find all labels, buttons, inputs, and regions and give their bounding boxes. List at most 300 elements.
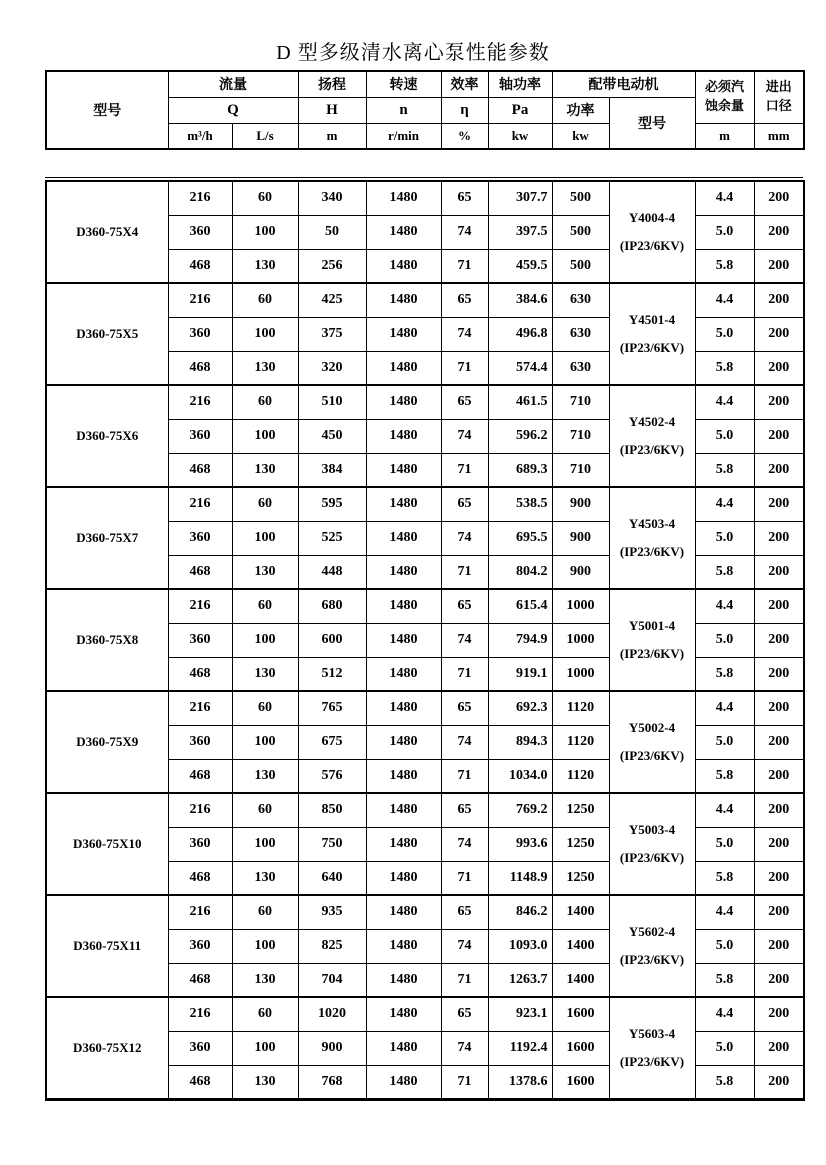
port-cell: 200 bbox=[754, 657, 804, 691]
port-cell: 200 bbox=[754, 521, 804, 555]
speed-cell: 1480 bbox=[366, 759, 441, 793]
shaft-power-cell: 1192.4 bbox=[488, 1031, 552, 1065]
speed-cell: 1480 bbox=[366, 963, 441, 997]
npsh-cell: 4.4 bbox=[695, 283, 754, 317]
motor-model-text: Y4502-4 bbox=[628, 414, 676, 430]
port-cell: 200 bbox=[754, 997, 804, 1031]
motor-protection-text: (IP23/6KV) bbox=[619, 1053, 685, 1069]
port-cell: 200 bbox=[754, 351, 804, 385]
npsh-cell: 5.8 bbox=[695, 351, 754, 385]
port-cell: 200 bbox=[754, 759, 804, 793]
npsh-cell: 5.8 bbox=[695, 861, 754, 895]
flow-m3h-cell: 216 bbox=[168, 283, 232, 317]
shaft-power-cell: 993.6 bbox=[488, 827, 552, 861]
speed-cell: 1480 bbox=[366, 249, 441, 283]
npsh-cell: 5.8 bbox=[695, 249, 754, 283]
speed-cell: 1480 bbox=[366, 215, 441, 249]
port-label-line1: 进出 bbox=[765, 79, 792, 95]
flow-ls-cell: 100 bbox=[232, 521, 298, 555]
speed-cell: 1480 bbox=[366, 861, 441, 895]
shaft-power-cell: 384.6 bbox=[488, 283, 552, 317]
flow-m3h-cell: 360 bbox=[168, 215, 232, 249]
shaft-power-unit: kw bbox=[488, 123, 552, 149]
flow-m3h-cell: 216 bbox=[168, 385, 232, 419]
flow-m3h-cell: 360 bbox=[168, 419, 232, 453]
shaft-power-cell: 496.8 bbox=[488, 317, 552, 351]
speed-cell: 1480 bbox=[366, 657, 441, 691]
flow-ls-cell: 130 bbox=[232, 1065, 298, 1099]
col-header-shaft-power: 轴功率 bbox=[488, 71, 552, 97]
head-cell: 448 bbox=[298, 555, 366, 589]
flow-m3h-cell: 468 bbox=[168, 453, 232, 487]
efficiency-cell: 65 bbox=[441, 385, 488, 419]
speed-cell: 1480 bbox=[366, 827, 441, 861]
shaft-power-cell: 769.2 bbox=[488, 793, 552, 827]
flow-ls-cell: 130 bbox=[232, 963, 298, 997]
head-cell: 425 bbox=[298, 283, 366, 317]
pump-model-cell: D360-75X4 bbox=[46, 181, 168, 283]
pump-model-cell: D360-75X6 bbox=[46, 385, 168, 487]
col-header-port bbox=[754, 71, 804, 123]
table-row bbox=[46, 997, 804, 1031]
port-cell: 200 bbox=[754, 419, 804, 453]
motor-model-text: Y5002-4 bbox=[628, 720, 676, 736]
flow-ls-cell: 100 bbox=[232, 929, 298, 963]
port-cell: 200 bbox=[754, 827, 804, 861]
shaft-power-cell: 804.2 bbox=[488, 555, 552, 589]
motor-power-cell: 630 bbox=[552, 351, 609, 385]
head-unit: m bbox=[298, 123, 366, 149]
flow-ls-cell: 100 bbox=[232, 215, 298, 249]
shaft-power-symbol: Pa bbox=[488, 97, 552, 123]
npsh-label-line2: 蚀余量 bbox=[704, 98, 744, 114]
flow-m3h-cell: 468 bbox=[168, 963, 232, 997]
speed-cell: 1480 bbox=[366, 555, 441, 589]
efficiency-cell: 65 bbox=[441, 283, 488, 317]
efficiency-cell: 74 bbox=[441, 521, 488, 555]
flow-ls-cell: 60 bbox=[232, 385, 298, 419]
flow-ls-cell: 100 bbox=[232, 419, 298, 453]
npsh-cell: 5.0 bbox=[695, 623, 754, 657]
flow-m3h-cell: 360 bbox=[168, 929, 232, 963]
efficiency-cell: 71 bbox=[441, 351, 488, 385]
head-cell: 765 bbox=[298, 691, 366, 725]
efficiency-cell: 74 bbox=[441, 215, 488, 249]
motor-power-cell: 900 bbox=[552, 521, 609, 555]
flow-m3h-cell: 360 bbox=[168, 317, 232, 351]
efficiency-cell: 71 bbox=[441, 963, 488, 997]
motor-power-cell: 500 bbox=[552, 215, 609, 249]
flow-m3h-cell: 360 bbox=[168, 827, 232, 861]
shaft-power-cell: 894.3 bbox=[488, 725, 552, 759]
motor-power-cell: 1600 bbox=[552, 1065, 609, 1099]
npsh-cell: 5.8 bbox=[695, 759, 754, 793]
motor-power-cell: 900 bbox=[552, 487, 609, 521]
head-cell: 935 bbox=[298, 895, 366, 929]
motor-model-text: Y5003-4 bbox=[628, 822, 676, 838]
npsh-cell: 4.4 bbox=[695, 589, 754, 623]
motor-power-cell: 710 bbox=[552, 419, 609, 453]
speed-cell: 1480 bbox=[366, 453, 441, 487]
motor-power-cell: 1000 bbox=[552, 657, 609, 691]
motor-protection-text: (IP23/6KV) bbox=[619, 646, 685, 661]
head-cell: 512 bbox=[298, 657, 366, 691]
head-cell: 525 bbox=[298, 521, 366, 555]
npsh-cell: 5.8 bbox=[695, 1065, 754, 1099]
efficiency-cell: 71 bbox=[441, 555, 488, 589]
shaft-power-cell: 538.5 bbox=[488, 487, 552, 521]
efficiency-cell: 74 bbox=[441, 827, 488, 861]
flow-ls-cell: 100 bbox=[232, 725, 298, 759]
flow-m3h-cell: 360 bbox=[168, 623, 232, 657]
speed-cell: 1480 bbox=[366, 181, 441, 215]
shaft-power-cell: 307.7 bbox=[488, 181, 552, 215]
col-header-flow: 流量 bbox=[168, 71, 298, 97]
shaft-power-cell: 923.1 bbox=[488, 997, 552, 1031]
motor-model-cell bbox=[609, 283, 695, 385]
head-cell: 600 bbox=[298, 623, 366, 657]
port-cell: 200 bbox=[754, 793, 804, 827]
head-cell: 768 bbox=[298, 1065, 366, 1099]
flow-m3h-cell: 216 bbox=[168, 181, 232, 215]
shaft-power-cell: 574.4 bbox=[488, 351, 552, 385]
efficiency-cell: 65 bbox=[441, 589, 488, 623]
npsh-cell: 5.0 bbox=[695, 1031, 754, 1065]
motor-power-cell: 710 bbox=[552, 385, 609, 419]
flow-unit-ls: L/s bbox=[232, 123, 298, 149]
motor-power-cell: 1250 bbox=[552, 793, 609, 827]
flow-m3h-cell: 360 bbox=[168, 1031, 232, 1065]
col-header-speed: 转速 bbox=[366, 71, 441, 97]
port-cell: 200 bbox=[754, 215, 804, 249]
flow-ls-cell: 130 bbox=[232, 351, 298, 385]
flow-ls-cell: 60 bbox=[232, 589, 298, 623]
efficiency-cell: 74 bbox=[441, 725, 488, 759]
table-row bbox=[46, 181, 804, 215]
col-header-motor: 配带电动机 bbox=[552, 71, 695, 97]
data-table bbox=[45, 180, 805, 1101]
head-cell: 50 bbox=[298, 215, 366, 249]
flow-m3h-cell: 360 bbox=[168, 725, 232, 759]
head-cell: 375 bbox=[298, 317, 366, 351]
efficiency-cell: 65 bbox=[441, 793, 488, 827]
npsh-cell: 5.0 bbox=[695, 929, 754, 963]
flow-ls-cell: 60 bbox=[232, 997, 298, 1031]
pump-model-cell: D360-75X7 bbox=[46, 487, 168, 589]
motor-power-cell: 630 bbox=[552, 283, 609, 317]
port-unit: mm bbox=[754, 123, 804, 149]
head-cell: 340 bbox=[298, 181, 366, 215]
efficiency-cell: 74 bbox=[441, 1031, 488, 1065]
npsh-unit: m bbox=[695, 123, 754, 149]
port-cell: 200 bbox=[754, 249, 804, 283]
efficiency-symbol: η bbox=[441, 97, 488, 123]
port-cell: 200 bbox=[754, 861, 804, 895]
flow-m3h-cell: 468 bbox=[168, 759, 232, 793]
efficiency-cell: 65 bbox=[441, 895, 488, 929]
npsh-cell: 4.4 bbox=[695, 487, 754, 521]
port-cell: 200 bbox=[754, 317, 804, 351]
motor-power-cell: 1000 bbox=[552, 623, 609, 657]
flow-ls-cell: 130 bbox=[232, 759, 298, 793]
efficiency-cell: 74 bbox=[441, 419, 488, 453]
motor-model-cell bbox=[609, 691, 695, 793]
motor-power-cell: 900 bbox=[552, 555, 609, 589]
motor-model-cell bbox=[609, 895, 695, 997]
page-title: D 型多级清水离心泵性能参数 bbox=[276, 42, 550, 64]
flow-m3h-cell: 216 bbox=[168, 997, 232, 1031]
flow-ls-cell: 60 bbox=[232, 895, 298, 929]
motor-protection-text: (IP23/6KV) bbox=[619, 952, 685, 967]
npsh-cell: 5.8 bbox=[695, 453, 754, 487]
head-cell: 750 bbox=[298, 827, 366, 861]
shaft-power-cell: 596.2 bbox=[488, 419, 552, 453]
port-cell: 200 bbox=[754, 1031, 804, 1065]
col-header-npsh bbox=[695, 71, 754, 123]
motor-model-cell bbox=[609, 487, 695, 589]
shaft-power-cell: 1093.0 bbox=[488, 929, 552, 963]
motor-model-text: Y5603-4 bbox=[628, 1026, 676, 1042]
port-cell: 200 bbox=[754, 555, 804, 589]
table-row bbox=[46, 283, 804, 317]
shaft-power-cell: 397.5 bbox=[488, 215, 552, 249]
motor-power-cell: 1400 bbox=[552, 963, 609, 997]
motor-model-label: 型号 bbox=[609, 97, 695, 149]
efficiency-cell: 74 bbox=[441, 929, 488, 963]
shaft-power-cell: 794.9 bbox=[488, 623, 552, 657]
speed-cell: 1480 bbox=[366, 487, 441, 521]
header-row-1 bbox=[46, 71, 804, 97]
head-cell: 256 bbox=[298, 249, 366, 283]
head-cell: 1020 bbox=[298, 997, 366, 1031]
shaft-power-cell: 615.4 bbox=[488, 589, 552, 623]
shaft-power-cell: 919.1 bbox=[488, 657, 552, 691]
table-row bbox=[46, 895, 804, 929]
efficiency-cell: 74 bbox=[441, 317, 488, 351]
shaft-power-cell: 461.5 bbox=[488, 385, 552, 419]
motor-power-cell: 1250 bbox=[552, 827, 609, 861]
flow-ls-cell: 130 bbox=[232, 555, 298, 589]
flow-ls-cell: 60 bbox=[232, 487, 298, 521]
motor-protection-text: (IP23/6KV) bbox=[619, 238, 685, 253]
flow-ls-cell: 100 bbox=[232, 317, 298, 351]
efficiency-cell: 65 bbox=[441, 487, 488, 521]
npsh-cell: 4.4 bbox=[695, 691, 754, 725]
npsh-cell: 5.0 bbox=[695, 419, 754, 453]
head-cell: 825 bbox=[298, 929, 366, 963]
flow-m3h-cell: 360 bbox=[168, 521, 232, 555]
head-cell: 576 bbox=[298, 759, 366, 793]
port-cell: 200 bbox=[754, 487, 804, 521]
npsh-cell: 5.0 bbox=[695, 215, 754, 249]
port-label-line2: 口径 bbox=[765, 98, 792, 114]
pump-model-cell: D360-75X5 bbox=[46, 283, 168, 385]
shaft-power-cell: 1148.9 bbox=[488, 861, 552, 895]
efficiency-cell: 71 bbox=[441, 657, 488, 691]
motor-power-cell: 1400 bbox=[552, 929, 609, 963]
flow-m3h-cell: 468 bbox=[168, 657, 232, 691]
efficiency-unit: % bbox=[441, 123, 488, 149]
speed-cell: 1480 bbox=[366, 589, 441, 623]
shaft-power-cell: 1034.0 bbox=[488, 759, 552, 793]
header-table bbox=[45, 70, 805, 150]
motor-model-text: Y5602-4 bbox=[628, 924, 676, 940]
motor-model-cell bbox=[609, 589, 695, 691]
efficiency-cell: 65 bbox=[441, 181, 488, 215]
head-cell: 384 bbox=[298, 453, 366, 487]
motor-power-label: 功率 bbox=[552, 97, 609, 123]
port-cell: 200 bbox=[754, 691, 804, 725]
port-cell: 200 bbox=[754, 1065, 804, 1099]
speed-cell: 1480 bbox=[366, 317, 441, 351]
speed-unit: r/min bbox=[366, 123, 441, 149]
speed-cell: 1480 bbox=[366, 691, 441, 725]
head-cell: 640 bbox=[298, 861, 366, 895]
col-header-head: 扬程 bbox=[298, 71, 366, 97]
motor-protection-text: (IP23/6KV) bbox=[619, 748, 685, 763]
motor-protection-text: (IP23/6KV) bbox=[619, 850, 685, 865]
npsh-cell: 5.8 bbox=[695, 657, 754, 691]
flow-ls-cell: 60 bbox=[232, 283, 298, 317]
motor-power-unit: kw bbox=[552, 123, 609, 149]
speed-cell: 1480 bbox=[366, 929, 441, 963]
shaft-power-cell: 692.3 bbox=[488, 691, 552, 725]
motor-protection-text: (IP23/6KV) bbox=[619, 442, 685, 457]
pump-table-body bbox=[46, 181, 804, 1099]
data-table-wrapper bbox=[45, 177, 803, 1101]
head-cell: 704 bbox=[298, 963, 366, 997]
motor-protection-text: (IP23/6KV) bbox=[619, 544, 685, 559]
speed-symbol: n bbox=[366, 97, 441, 123]
shaft-power-cell: 846.2 bbox=[488, 895, 552, 929]
speed-cell: 1480 bbox=[366, 895, 441, 929]
speed-cell: 1480 bbox=[366, 1065, 441, 1099]
port-cell: 200 bbox=[754, 283, 804, 317]
head-cell: 680 bbox=[298, 589, 366, 623]
speed-cell: 1480 bbox=[366, 997, 441, 1031]
flow-m3h-cell: 468 bbox=[168, 555, 232, 589]
pump-model-cell: D360-75X12 bbox=[46, 997, 168, 1099]
efficiency-cell: 71 bbox=[441, 861, 488, 895]
pump-model-cell: D360-75X9 bbox=[46, 691, 168, 793]
npsh-cell: 5.0 bbox=[695, 725, 754, 759]
motor-model-cell bbox=[609, 997, 695, 1099]
motor-power-cell: 630 bbox=[552, 317, 609, 351]
head-cell: 900 bbox=[298, 1031, 366, 1065]
flow-m3h-cell: 216 bbox=[168, 895, 232, 929]
flow-m3h-cell: 216 bbox=[168, 589, 232, 623]
npsh-cell: 4.4 bbox=[695, 385, 754, 419]
speed-cell: 1480 bbox=[366, 793, 441, 827]
port-cell: 200 bbox=[754, 895, 804, 929]
flow-ls-cell: 60 bbox=[232, 691, 298, 725]
motor-model-text: Y5001-4 bbox=[628, 618, 676, 634]
flow-m3h-cell: 468 bbox=[168, 249, 232, 283]
motor-model-cell bbox=[609, 181, 695, 283]
flow-ls-cell: 60 bbox=[232, 181, 298, 215]
table-row bbox=[46, 691, 804, 725]
motor-power-cell: 1250 bbox=[552, 861, 609, 895]
speed-cell: 1480 bbox=[366, 351, 441, 385]
table-row bbox=[46, 487, 804, 521]
head-cell: 450 bbox=[298, 419, 366, 453]
port-cell: 200 bbox=[754, 181, 804, 215]
head-cell: 595 bbox=[298, 487, 366, 521]
table-row bbox=[46, 793, 804, 827]
motor-power-cell: 1600 bbox=[552, 997, 609, 1031]
npsh-cell: 4.4 bbox=[695, 181, 754, 215]
motor-model-text: Y4501-4 bbox=[628, 312, 676, 328]
npsh-cell: 5.0 bbox=[695, 317, 754, 351]
flow-ls-cell: 100 bbox=[232, 827, 298, 861]
motor-model-text: Y4004-4 bbox=[628, 210, 676, 226]
flow-unit-m3h: m³/h bbox=[168, 123, 232, 149]
shaft-power-cell: 689.3 bbox=[488, 453, 552, 487]
col-header-model: 型号 bbox=[46, 71, 168, 149]
efficiency-cell: 71 bbox=[441, 249, 488, 283]
motor-power-cell: 1120 bbox=[552, 759, 609, 793]
head-cell: 510 bbox=[298, 385, 366, 419]
speed-cell: 1480 bbox=[366, 419, 441, 453]
flow-m3h-cell: 216 bbox=[168, 793, 232, 827]
head-cell: 675 bbox=[298, 725, 366, 759]
port-cell: 200 bbox=[754, 589, 804, 623]
npsh-label-line1: 必须汽 bbox=[704, 79, 744, 95]
shaft-power-cell: 1263.7 bbox=[488, 963, 552, 997]
shaft-power-cell: 1378.6 bbox=[488, 1065, 552, 1099]
flow-ls-cell: 100 bbox=[232, 623, 298, 657]
flow-m3h-cell: 468 bbox=[168, 351, 232, 385]
col-header-efficiency: 效率 bbox=[441, 71, 488, 97]
shaft-power-cell: 695.5 bbox=[488, 521, 552, 555]
speed-cell: 1480 bbox=[366, 385, 441, 419]
pump-model-cell: D360-75X8 bbox=[46, 589, 168, 691]
flow-ls-cell: 60 bbox=[232, 793, 298, 827]
motor-model-cell bbox=[609, 385, 695, 487]
head-cell: 320 bbox=[298, 351, 366, 385]
efficiency-cell: 71 bbox=[441, 1065, 488, 1099]
npsh-cell: 4.4 bbox=[695, 895, 754, 929]
flow-m3h-cell: 468 bbox=[168, 1065, 232, 1099]
npsh-cell: 4.4 bbox=[695, 997, 754, 1031]
speed-cell: 1480 bbox=[366, 521, 441, 555]
flow-m3h-cell: 216 bbox=[168, 487, 232, 521]
motor-power-cell: 500 bbox=[552, 249, 609, 283]
motor-model-text: Y4503-4 bbox=[628, 516, 676, 532]
efficiency-cell: 71 bbox=[441, 453, 488, 487]
port-cell: 200 bbox=[754, 385, 804, 419]
motor-model-cell bbox=[609, 793, 695, 895]
npsh-cell: 5.0 bbox=[695, 521, 754, 555]
pump-model-cell: D360-75X11 bbox=[46, 895, 168, 997]
pump-model-cell: D360-75X10 bbox=[46, 793, 168, 895]
flow-ls-cell: 130 bbox=[232, 657, 298, 691]
flow-m3h-cell: 216 bbox=[168, 691, 232, 725]
speed-cell: 1480 bbox=[366, 283, 441, 317]
flow-m3h-cell: 468 bbox=[168, 861, 232, 895]
npsh-cell: 5.0 bbox=[695, 827, 754, 861]
npsh-cell: 5.8 bbox=[695, 555, 754, 589]
flow-ls-cell: 100 bbox=[232, 1031, 298, 1065]
motor-power-cell: 1600 bbox=[552, 1031, 609, 1065]
motor-power-cell: 710 bbox=[552, 453, 609, 487]
motor-power-cell: 500 bbox=[552, 181, 609, 215]
flow-ls-cell: 130 bbox=[232, 453, 298, 487]
speed-cell: 1480 bbox=[366, 725, 441, 759]
head-cell: 850 bbox=[298, 793, 366, 827]
head-symbol: H bbox=[298, 97, 366, 123]
npsh-cell: 5.8 bbox=[695, 963, 754, 997]
